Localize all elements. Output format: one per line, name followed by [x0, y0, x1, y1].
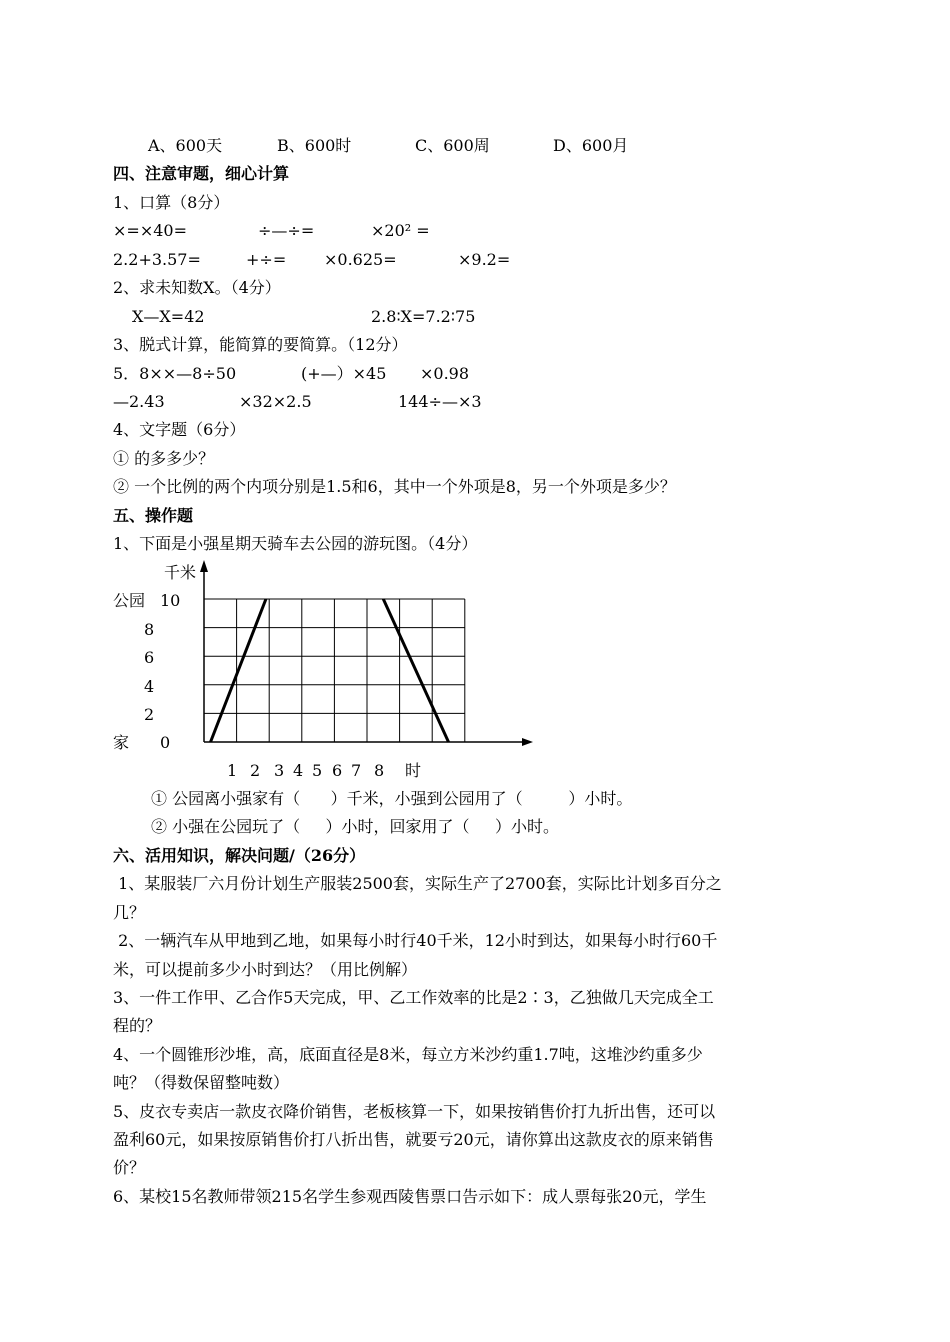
- q1-r1-c: ×20² =: [371, 221, 430, 240]
- s5-q1-title: 1、下面是小强星期天骑车去公园的游玩图。（4分）: [113, 534, 478, 553]
- s6-line-9: 5、皮衣专卖店一款皮衣降价销售，老板核算一下，如果按销售价打九折出售，还可以: [113, 1102, 716, 1121]
- chart-series: [211, 599, 449, 742]
- q4-item-2: ② 一个比例的两个内项分别是1.5和6，其中一个外项是8，另一个外项是多少？: [113, 477, 676, 496]
- y-axis-arrow: [200, 560, 208, 572]
- q3-title: 3、脱式计算，能简算的要简算。（12分）: [113, 335, 408, 354]
- q3-r1-c: ×0.98: [420, 364, 470, 383]
- y-tick-label: 2: [144, 705, 155, 724]
- chart-grid: [204, 599, 465, 742]
- x-tick-label: 2: [250, 761, 261, 780]
- q3-r2-a: —2.43: [113, 392, 165, 411]
- s6-line-6: 程的？: [113, 1016, 162, 1035]
- x-tick-label: 1: [227, 761, 238, 780]
- s6-line-4: 米，可以提前多少小时到达？（用比例解）: [113, 960, 418, 979]
- x-unit-label: 时: [405, 761, 422, 780]
- choice-c: C、600周: [415, 136, 490, 155]
- series-line-2: [383, 599, 448, 742]
- q1-r1-b: ÷—÷=: [258, 221, 315, 240]
- choice-a: A、600天: [148, 136, 223, 155]
- q3-r1-a: 5．8××—8÷50: [113, 364, 237, 383]
- x-tick-label: 5: [312, 761, 323, 780]
- q2-title: 2、求未知数X。（4分）: [113, 278, 281, 297]
- s6-line-1: 1、某服装厂六月份计划生产服装2500套，实际生产了2700套，实际比计划多百分之: [113, 874, 722, 893]
- q1-title: 1、口算（8分）: [113, 193, 230, 212]
- q1-r2-a: 2.2+3.57=: [113, 250, 201, 269]
- x-tick-label: 6: [332, 761, 343, 780]
- x-tick-labels: [227, 761, 384, 780]
- s6-line-8: 吨？（得数保留整吨数）: [113, 1073, 290, 1092]
- q1-r2-b: +÷=: [246, 250, 287, 269]
- q1-r1-a: ×=×40=: [113, 221, 187, 240]
- q4-item-1: ① 的多多少？: [113, 449, 215, 468]
- bottom-place-label: 家: [113, 733, 130, 752]
- q3-r2-b: ×32×2.5: [239, 392, 312, 411]
- q1-r2-d: ×9.2=: [458, 250, 511, 269]
- x-axis-arrow: [522, 738, 533, 746]
- x-tick-label: 7: [351, 761, 362, 780]
- choice-d: D、600月: [553, 136, 629, 155]
- s6-line-12: 6、某校15名教师带领215名学生参观西陵售票口告示如下：成人票每张20元，学生: [113, 1187, 707, 1206]
- y-tick-label: 6: [144, 648, 155, 667]
- s5-sub2: ② 小强在公园玩了（ ）小时，回家用了（ ）小时。: [151, 817, 559, 836]
- choice-b: B、600时: [277, 136, 352, 155]
- y-tick-label: 4: [144, 677, 155, 696]
- top-place-label: 公园: [113, 591, 146, 610]
- q1-r2-c: ×0.625=: [324, 250, 397, 269]
- section5-title: 五、操作题: [113, 506, 194, 525]
- y-tick-label: 8: [144, 620, 155, 639]
- s6-line-10: 盈利60元，如果按原销售价打八折出售，就要亏20元，请你算出这款皮衣的原来销售: [113, 1130, 714, 1149]
- y-unit-label: 千米: [164, 563, 197, 582]
- y-tick-label: 10: [160, 591, 181, 610]
- s6-line-5: 3、一件工作甲、乙合作5天完成，甲、乙工作效率的比是2∶3，乙独做几天完成全工: [113, 988, 714, 1007]
- y-tick-label: 0: [160, 733, 171, 752]
- q2-item-1: X—X=42: [132, 307, 205, 326]
- x-tick-label: 3: [274, 761, 285, 780]
- q4-title: 4、文字题（6分）: [113, 420, 246, 439]
- q2-item-2: 2.8∶X=7.2∶75: [371, 307, 476, 326]
- q3-r1-b: (+—）×45: [301, 364, 387, 383]
- s6-line-2: 几？: [113, 903, 146, 922]
- series-line-1: [211, 599, 266, 742]
- s6-line-7: 4、一个圆锥形沙堆，高，底面直径是8米，每立方米沙约重1.7吨，这堆沙约重多少: [113, 1045, 703, 1064]
- x-tick-label: 4: [293, 761, 304, 780]
- section4-title: 四、注意审题，细心计算: [113, 164, 290, 183]
- y-tick-labels: [144, 591, 180, 752]
- s6-line-11: 价？: [113, 1158, 146, 1177]
- q3-r2-c: 144÷—×3: [398, 392, 482, 411]
- x-tick-label: 8: [374, 761, 385, 780]
- section6-title: 六、活用知识，解决问题/（26分）: [113, 846, 366, 865]
- s6-line-3: 2、一辆汽车从甲地到乙地，如果每小时行40千米，12小时到达，如果每小时行60千: [113, 931, 718, 950]
- s5-sub1: ① 公园离小强家有（ ）千米，小强到公园用了（ ）小时。: [151, 789, 633, 808]
